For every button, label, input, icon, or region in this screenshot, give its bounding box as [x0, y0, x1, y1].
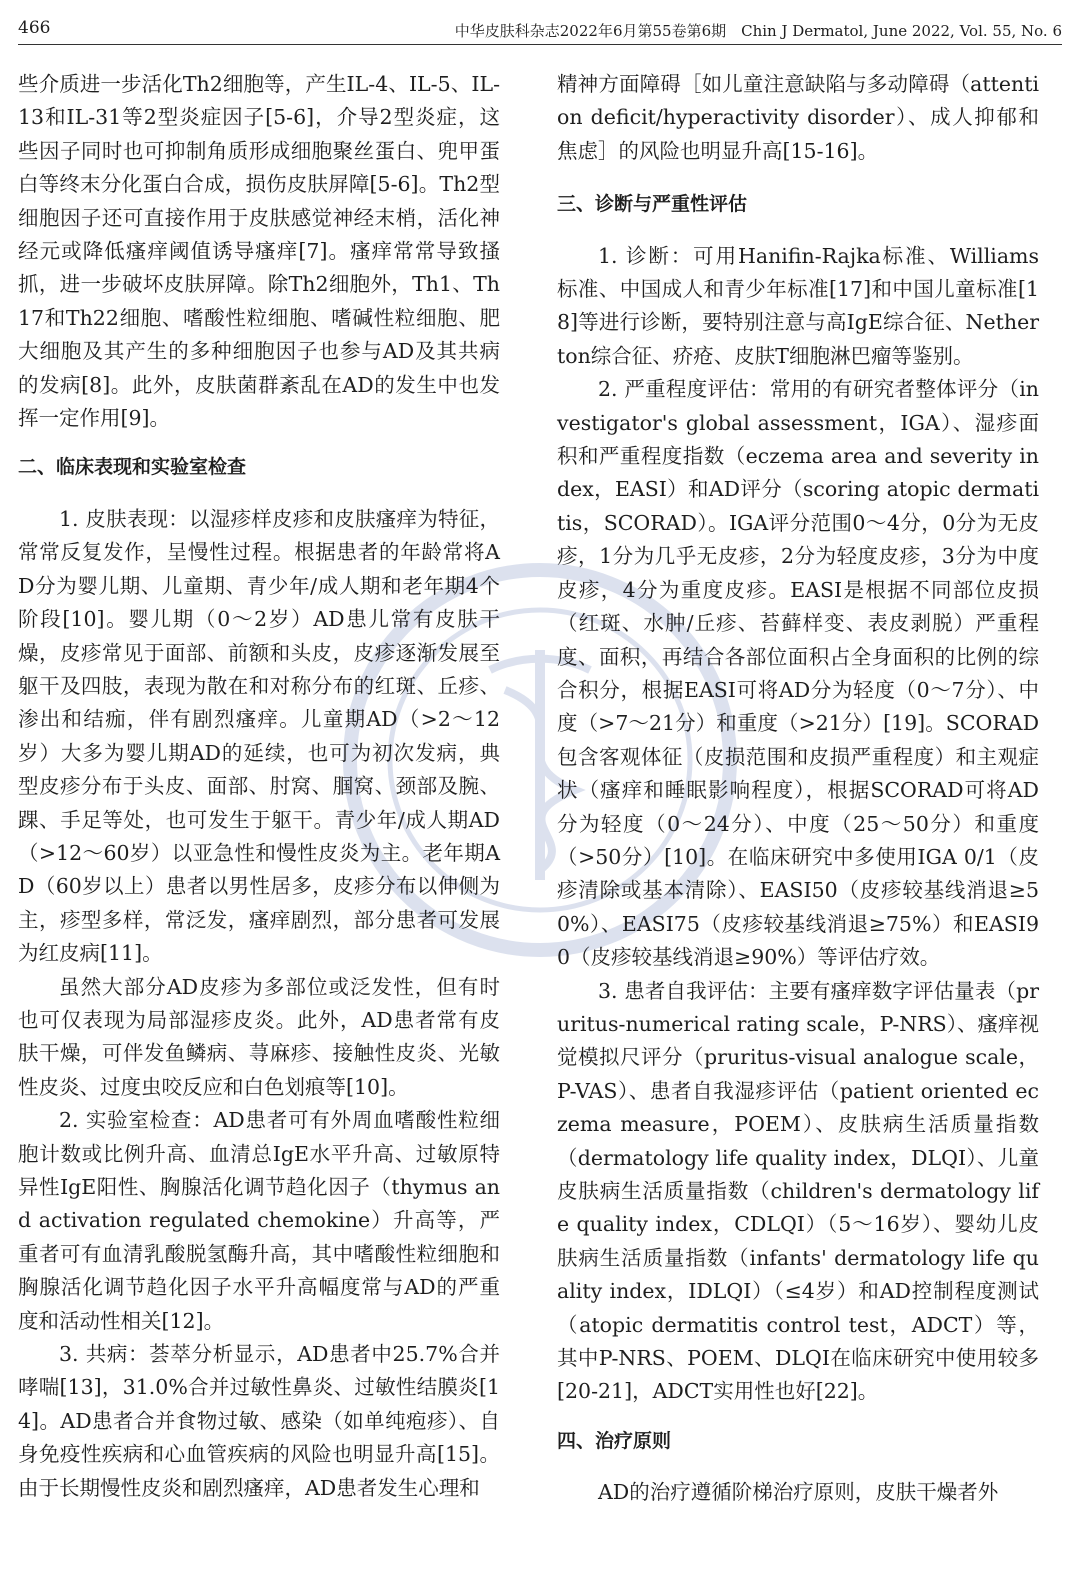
section-heading-treatment: 四、治疗原则 [557, 1429, 672, 1452]
paragraph-severity: 2. 严重程度评估：常用的有研究者整体评分（investigator's global assessment，IGA）、湿疹面积和严重程度指数（eczema area and severity index，EASI）和AD评分（scoring atopic dermatitis，SCORAD）。IGA评分范围0～4分，0分为无皮疹，1分为几乎无皮疹，2分为轻度皮疹，3分为中度皮疹，4分为重度皮疹。EASI是根据不同部位皮损（红斑、水肿/丘疹、苔藓样变、表皮剥脱）严重程度、面积，再结合各部位面积占全身面积的比例的综合积分，根据EASI可将AD分为轻度（0～7分）、中度（>7～21分）和重度（>21分）[19]。SCORAD包含客观体征（皮损范围和皮损严重程度）和主观症状（瘙痒和睡眠影响程度），根据SCORAD可将AD分为轻度（0～24分）、中度（25～50分）和重度（>50分）[10]。在临床研究中多使用IGA 0/1（皮疹清除或基本清除）、EASI50（皮疹较基线消退≥50%）、EASI75（皮疹较基线消退≥75%）和EASI90（皮疹较基线消退≥90%）等评估疗效。 [557, 377, 1039, 970]
right-column [557, 68, 1039, 1510]
paragraph-comorbidity: 3. 共病：荟萃分析显示，AD患者中25.7%合并哮喘[13]，31.0%合并过敏性鼻炎、过敏性结膜炎[14]。AD患者合并食物过敏、感染（如单纯疱疹）、自身免疫性疾病和心血管疾病的风险也明显升高[15]。由于长期慢性皮炎和剧烈瘙痒，AD患者发生心理和 [18, 1342, 500, 1500]
paragraph-comorbidity-continued: 精神方面障碍［如儿童注意缺陷与多动障碍（attention deficit/hyperactivity disorder）、成人抑郁和焦虑］的风险也明显升高[15-16]。 [557, 72, 1039, 163]
paragraph-diagnosis: 1. 诊断：可用Hanifin-Rajka标准、Williams标准、中国成人和青少年标准[17]和中国儿童标准[18]等进行诊断，要特别注意与高IgE综合征、Netherton综合征、疥疮、皮肤T细胞淋巴瘤等鉴别。 [557, 243, 1039, 368]
paragraph-laboratory: 2. 实验室检查：AD患者可有外周血嗜酸性粒细胞计数或比例升高、血清总IgE水平升高、过敏原特异性IgE阳性、胸腺活化调节趋化因子（thymus and activation regulated chemokine）升高等，严重者可有血清乳酸脱氢酶升高，其中嗜酸性粒细胞和胸腺活化调节趋化因子水平升高幅度常与AD的严重度和活动性相关[12]。 [18, 1108, 500, 1333]
paragraph-local-eczema: 虽然大部分AD皮疹为多部位或泛发性，但有时也可仅表现为局部湿疹皮炎。此外，AD患者常有皮肤干燥，可伴发鱼鳞病、荨麻疹、接触性皮炎、光敏性皮炎、过度虫咬反应和白色划痕等[10]。 [18, 974, 500, 1099]
journal-citation: 中华皮肤科杂志2022年6月第55卷第6期 Chin J Dermatol, June 2022, Vol. 55, No. 6 [454, 22, 1062, 40]
page-number: 466 [18, 18, 51, 38]
left-column [18, 68, 500, 1505]
paragraph-skin-manifestation: 1. 皮肤表现：以湿疹样皮疹和皮肤瘙痒为特征，常常反复发作，呈慢性过程。根据患者的年龄常将AD分为婴儿期、儿童期、青少年/成人期和老年期4个阶段[10]。婴儿期（0～2岁）AD患儿常有皮肤干燥，皮疹常见于面部、前额和头皮，皮疹逐渐发展至躯干及四肢，表现为散在和对称分布的红斑、丘疹、渗出和结痂，伴有剧烈瘙痒。儿童期AD（>2～12岁）大多为婴儿期AD的延续，也可为初次发病，典型皮疹分布于头皮、面部、肘窝、腘窝、颈部及腕、踝、手足等处，也可发生于躯干。青少年/成人期AD（>12～60岁）以亚急性和慢性皮炎为主。老年期AD（60岁以上）患者以男性居多，皮疹分布以伸侧为主，疹型多样，常泛发，瘙痒剧烈，部分患者可发展为红皮病[11]。 [18, 506, 500, 966]
running-header [18, 14, 1062, 45]
section-heading-diagnosis: 三、诊断与严重性评估 [557, 193, 748, 216]
paragraph-self-assessment: 3. 患者自我评估：主要有瘙痒数字评估量表（pruritus-numerical rating scale，P-NRS）、瘙痒视觉模拟尺评分（pruritus-visual analogue scale，P-VAS）、患者自我湿疹评估（patient oriented eczema measure，POEM）、皮肤病生活质量指数（dermatology life quality index，DLQI）、儿童皮肤病生活质量指数（children's dermatology life quality index，CDLQI）（5～16岁）、婴幼儿皮肤病生活质量指数（infants' dermatology life quality index，IDLQI）（≤4岁）和AD控制程度测试（atopic dermatitis control test，ADCT）等，其中P-NRS、POEM、DLQI在临床研究中使用较多[20-21]，ADCT实用性也好[22]。 [557, 978, 1039, 1404]
paragraph-pathogenesis-continued: 些介质进一步活化Th2细胞等，产生IL-4、IL-5、IL-13和IL-31等2型炎症因子[5-6]，介导2型炎症，这些因子同时也可抑制角质形成细胞聚丝蛋白、兜甲蛋白等终末分化蛋白合成，损伤皮肤屏障[5-6]。Th2型细胞因子还可直接作用于皮肤感觉神经末梢，活化神经元或降低瘙痒阈值诱导瘙痒[7]。瘙痒常常导致搔抓，进一步破坏皮肤屏障。除Th2细胞外，Th1、Th17和Th22细胞、嗜酸性粒细胞、嗜碱性粒细胞、肥大细胞及其产生的多种细胞因子也参与AD及其共病的发病[8]。此外，皮肤菌群紊乱在AD的发生中也发挥一定作用[9]。 [18, 72, 500, 431]
paragraph-treatment: AD的治疗遵循阶梯治疗原则，皮肤干燥者外 [598, 1480, 999, 1505]
section-heading-clinical: 二、临床表现和实验室检查 [18, 456, 247, 479]
